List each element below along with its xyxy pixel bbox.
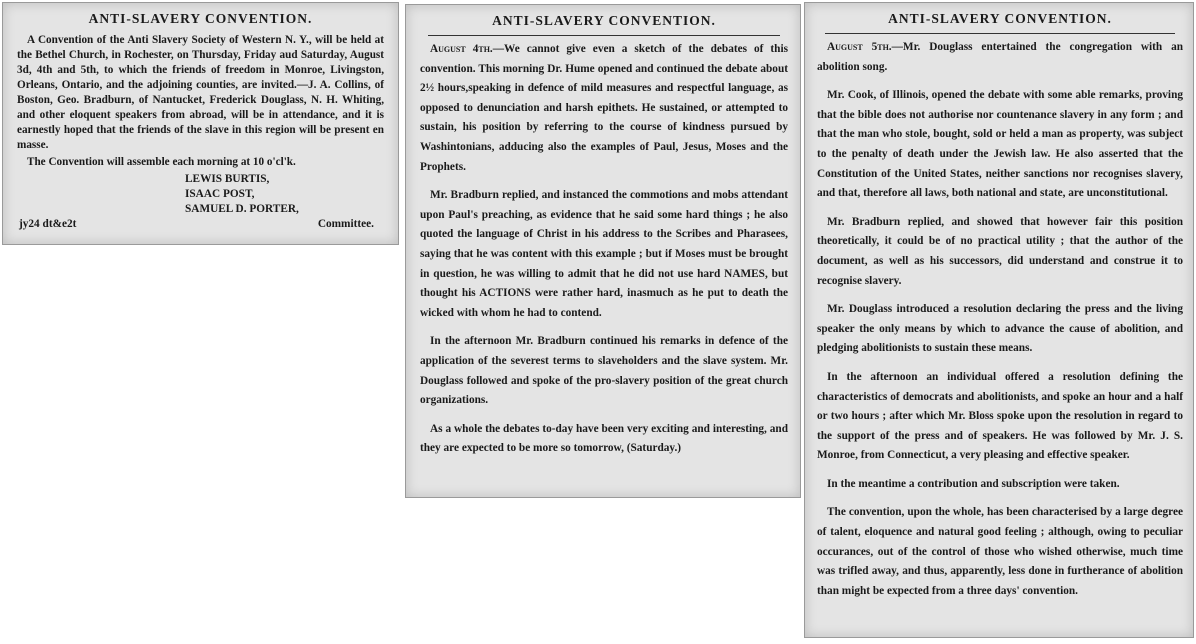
headline-rule [428,35,780,36]
notice-body: A Convention of the Anti Slavery Society of Western N. Y., will be held at the Bethel Church, in Rochester, on Thursday, Friday aud Saturday, August 3d, 4th and 5th, to which the friends of freedom in Monroe, Livingston, Orleans, Ontario, and the adjoining counties, are invited.—J. A. Collins, of Boston, Geo. Bradburn, of Nantucket, Frederick Douglass, N. H. Whiting, and other eloquent speakers from abroad, will be in attendance, and it is earnestly hoped that the friends of the slave in this region will be present en masse. [17,34,384,151]
notice-headline: ANTI-SLAVERY CONVENTION. [88,11,313,26]
dateline: August 5th. [827,41,892,53]
signer-name: LEWIS BURTIS, [185,173,270,185]
august-4th-report-clipping [405,4,801,498]
august-5th-report-clipping [804,2,1194,638]
report-headline: ANTI-SLAVERY CONVENTION. [492,13,716,28]
report-paragraph: The convention, upon the whole, has been characterised by a large degree of talent, eloquence and natural good feeling ; although, owing to peculiar occurances, out of the control of those who wished otherwise, much time was trifled away, and thus, apparently, less done in furtherance of abolition than might be expected from a three days' convention. [817,506,1183,597]
committee-signatures [17,172,384,232]
report-paragraph: In the meantime a contribution and subscription were taken. [827,477,1120,490]
committee-label: Committee. [317,218,374,230]
report-paragraph: August 5th.—Mr. Douglass entertained the congregation with an abolition song. [817,41,1183,73]
report-paragraph: Mr. Cook, of Illinois, opened the debate with some able remarks, proving that the bible does not authorise nor countenance slavery in any form ; and that the man who stole, bought, sold or held a man as property, was subject to the penalty of death under the Jewish law. He also asserted that the Constitution of the United States, neither sanctions nor recognises slavery, and that, therefore all laws, both national and state, are unconstitutional. [817,89,1183,200]
report-paragraph: In the afternoon Mr. Bradburn continued his remarks in defence of the application of the severest terms to slaveholders and the slave system. Mr. Douglass followed and spoke of the pro-slavery position of the great church organizations. [420,335,788,407]
dateline: August 4th. [430,43,493,55]
report-paragraph: Mr. Bradburn replied, and showed that however fair this position theoretically, it could be of no practical utility ; that the author of the document, as well as his successors, did understand and construe it to recognise slavery. [817,215,1183,287]
convention-notice-clipping [2,2,399,245]
report-headline: ANTI-SLAVERY CONVENTION. [888,11,1112,26]
notice-schedule: The Convention will assemble each morning at 10 o'cl'k. [27,156,296,168]
ad-code: jy24 dt&e2t [19,218,77,230]
signer-name: ISAAC POST, [185,188,255,200]
report-paragraph: As a whole the debates to-day have been very exciting and interesting, and they are expected to be more so tomorrow, (Saturday.) [420,422,788,455]
signer-name: SAMUEL D. PORTER, [185,203,299,215]
report-paragraph: In the afternoon an individual offered a resolution defining the characteristics of democrats and abolitionists, and spoke an hour and a half or two hours ; after which Mr. Bloss spoke upon the resolution in regard to the support of the press and of speakers. He was followed by Mr. J. S. Monroe, from Connecticut, a very pleasing and effective speaker. [817,370,1183,462]
report-paragraph: August 4th.—We cannot give even a sketch of the debates of this convention. This morning Dr. Hume opened and continued the debate about 2½ hours,speaking in defence of mild measures and respectful language, as opposed to denunciation and harsh epithets. He sustained, or attempted to sustain, his position by referring to the course of kindness pursued by Washintonians, adducing also the examples of Paul, Jesus, Moses and the Prophets. [420,43,788,173]
report-paragraph: Mr. Bradburn replied, and instanced the commotions and mobs attendant upon Paul's preaching, as evidence that he said some hard things ; he also quoted the language of Christ in his address to the Scribes and Pharasees, saying that he was content with this example ; but if Moses must be brought in question, he was willing to admit that he did not use hard NAMES, but thought his ACTIONS were rather hard, inasmuch as he put to death the wicked with whom he had to contend. [420,189,788,319]
headline-rule [825,33,1175,34]
report-paragraph: Mr. Douglass introduced a resolution declaring the press and the living speaker the only means by which to advance the cause of abolition, and pledging abolitionists to sustain these means. [817,303,1183,355]
